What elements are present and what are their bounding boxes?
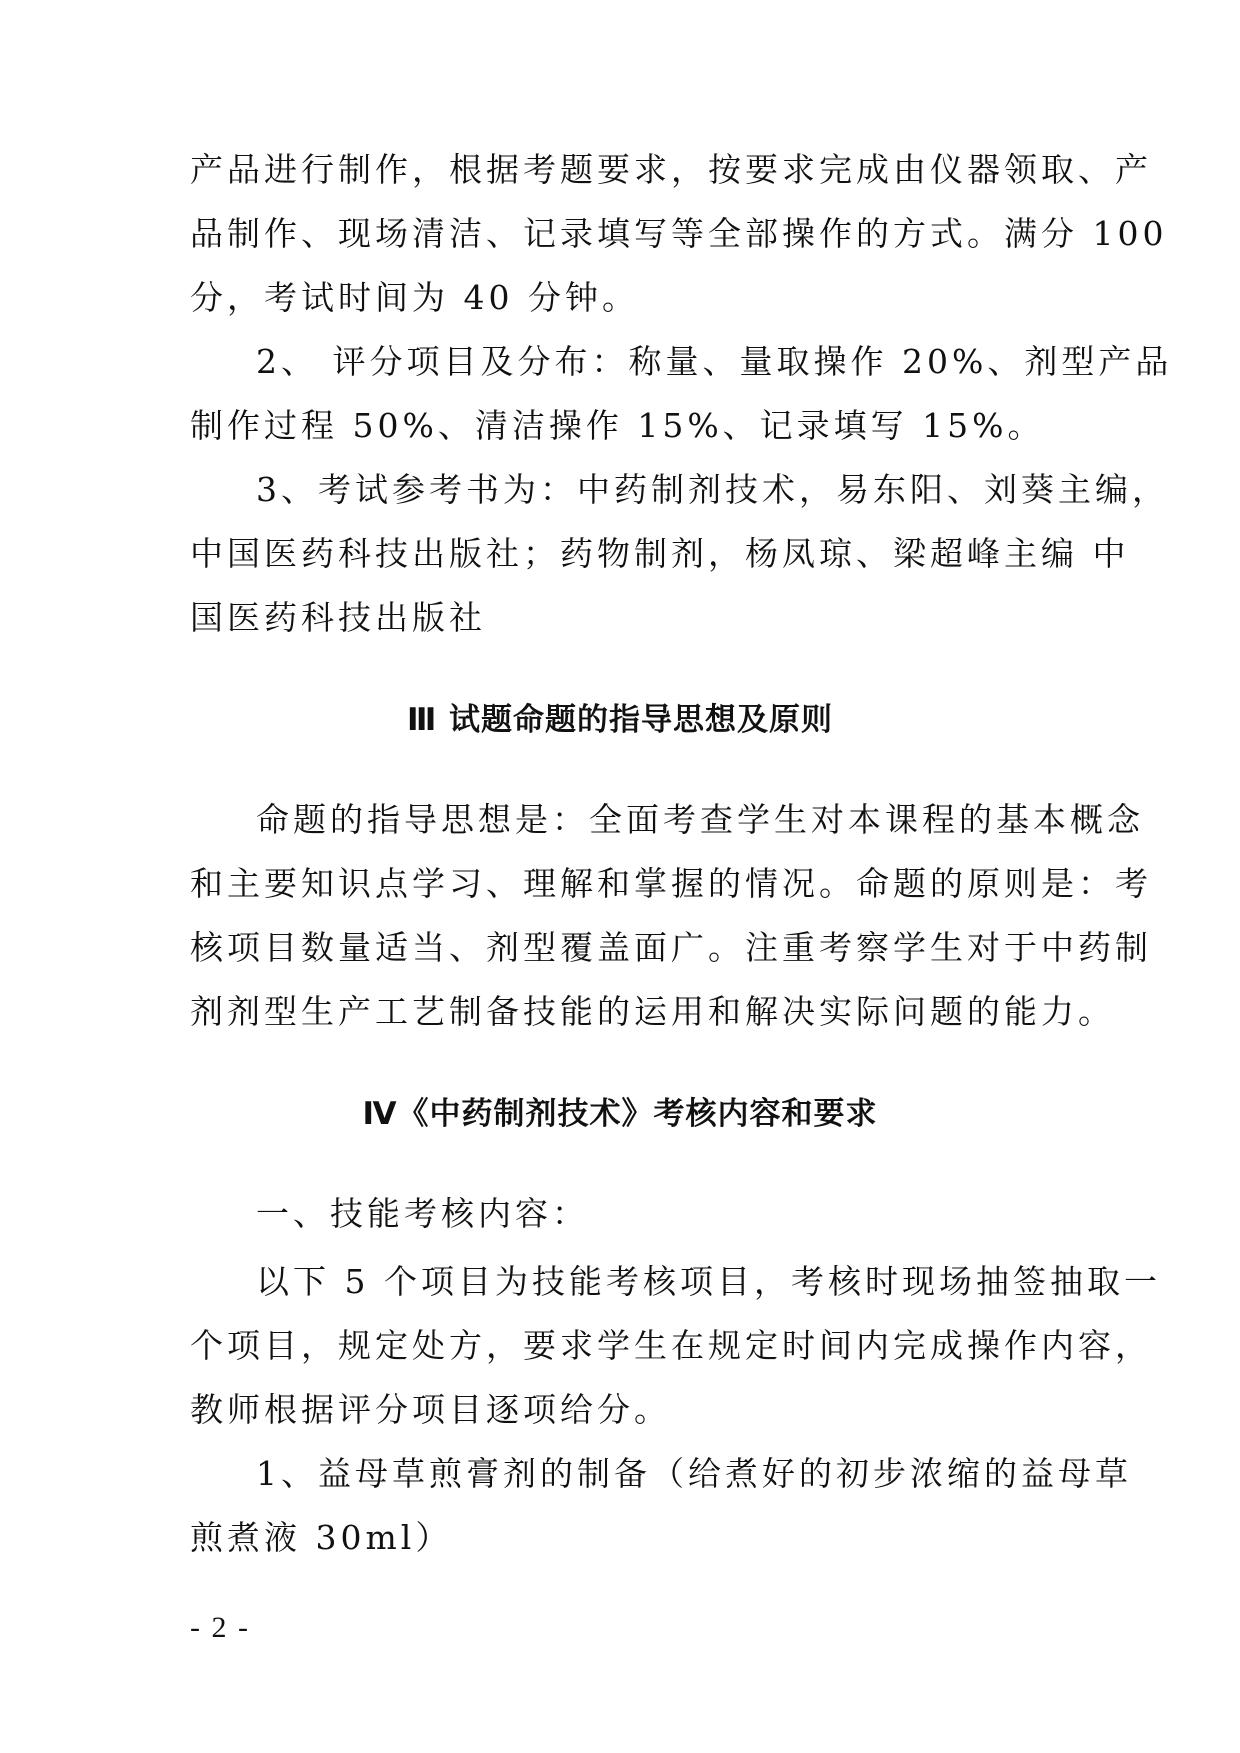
paragraph-line: 产品进行制作，根据考题要求，按要求完成由仪器领取、产 (190, 150, 1152, 189)
paragraph-line: 剂剂型生产工艺制备技能的运用和解决实际问题的能力。 (190, 992, 1115, 1031)
paragraph-line: 一、技能考核内容： (256, 1194, 589, 1233)
paragraph-line: 命题的指导思想是：全面考查学生对本课程的基本概念 (256, 800, 1144, 839)
paragraph-line: 品制作、现场清洁、记录填写等全部操作的方式。满分 100 (190, 214, 1168, 253)
paragraph-line: 煎煮液 30ml） (190, 1518, 453, 1557)
section-heading-3: Ⅲ 试题命题的指导思想及原则 (406, 702, 834, 738)
paragraph-line: 制作过程 50%、清洁操作 15%、记录填写 15%。 (190, 406, 1045, 445)
paragraph-line: 分，考试时间为 40 分钟。 (190, 278, 639, 317)
paragraph-line: 中国医药科技出版社；药物制剂，杨凤琼、梁超峰主编 中 (190, 534, 1130, 573)
page-number: - 2 - (190, 1611, 250, 1644)
paragraph-line: 教师根据评分项目逐项给分。 (190, 1390, 671, 1429)
paragraph-line: 2、 评分项目及分布：称量、量取操作 20%、剂型产品 (256, 342, 1173, 381)
paragraph-line: 以下 5 个项目为技能考核项目，考核时现场抽签抽取一 (256, 1262, 1161, 1301)
paragraph-line: 个项目，规定处方，要求学生在规定时间内完成操作内容， (190, 1326, 1152, 1365)
paragraph-line: 1、益母草煎膏剂的制备（给煮好的初步浓缩的益母草 (256, 1454, 1132, 1493)
paragraph-line: 和主要知识点学习、理解和掌握的情况。命题的原则是：考 (190, 864, 1152, 903)
paragraph-line: 核项目数量适当、剂型覆盖面广。注重考察学生对于中药制 (190, 928, 1152, 967)
paragraph-line: 3、考试参考书为：中药制剂技术，易东阳、刘葵主编， (256, 470, 1169, 509)
section-heading-4: Ⅳ《中药制剂技术》考核内容和要求 (362, 1096, 878, 1132)
paragraph-line: 国医药科技出版社 (190, 598, 486, 637)
